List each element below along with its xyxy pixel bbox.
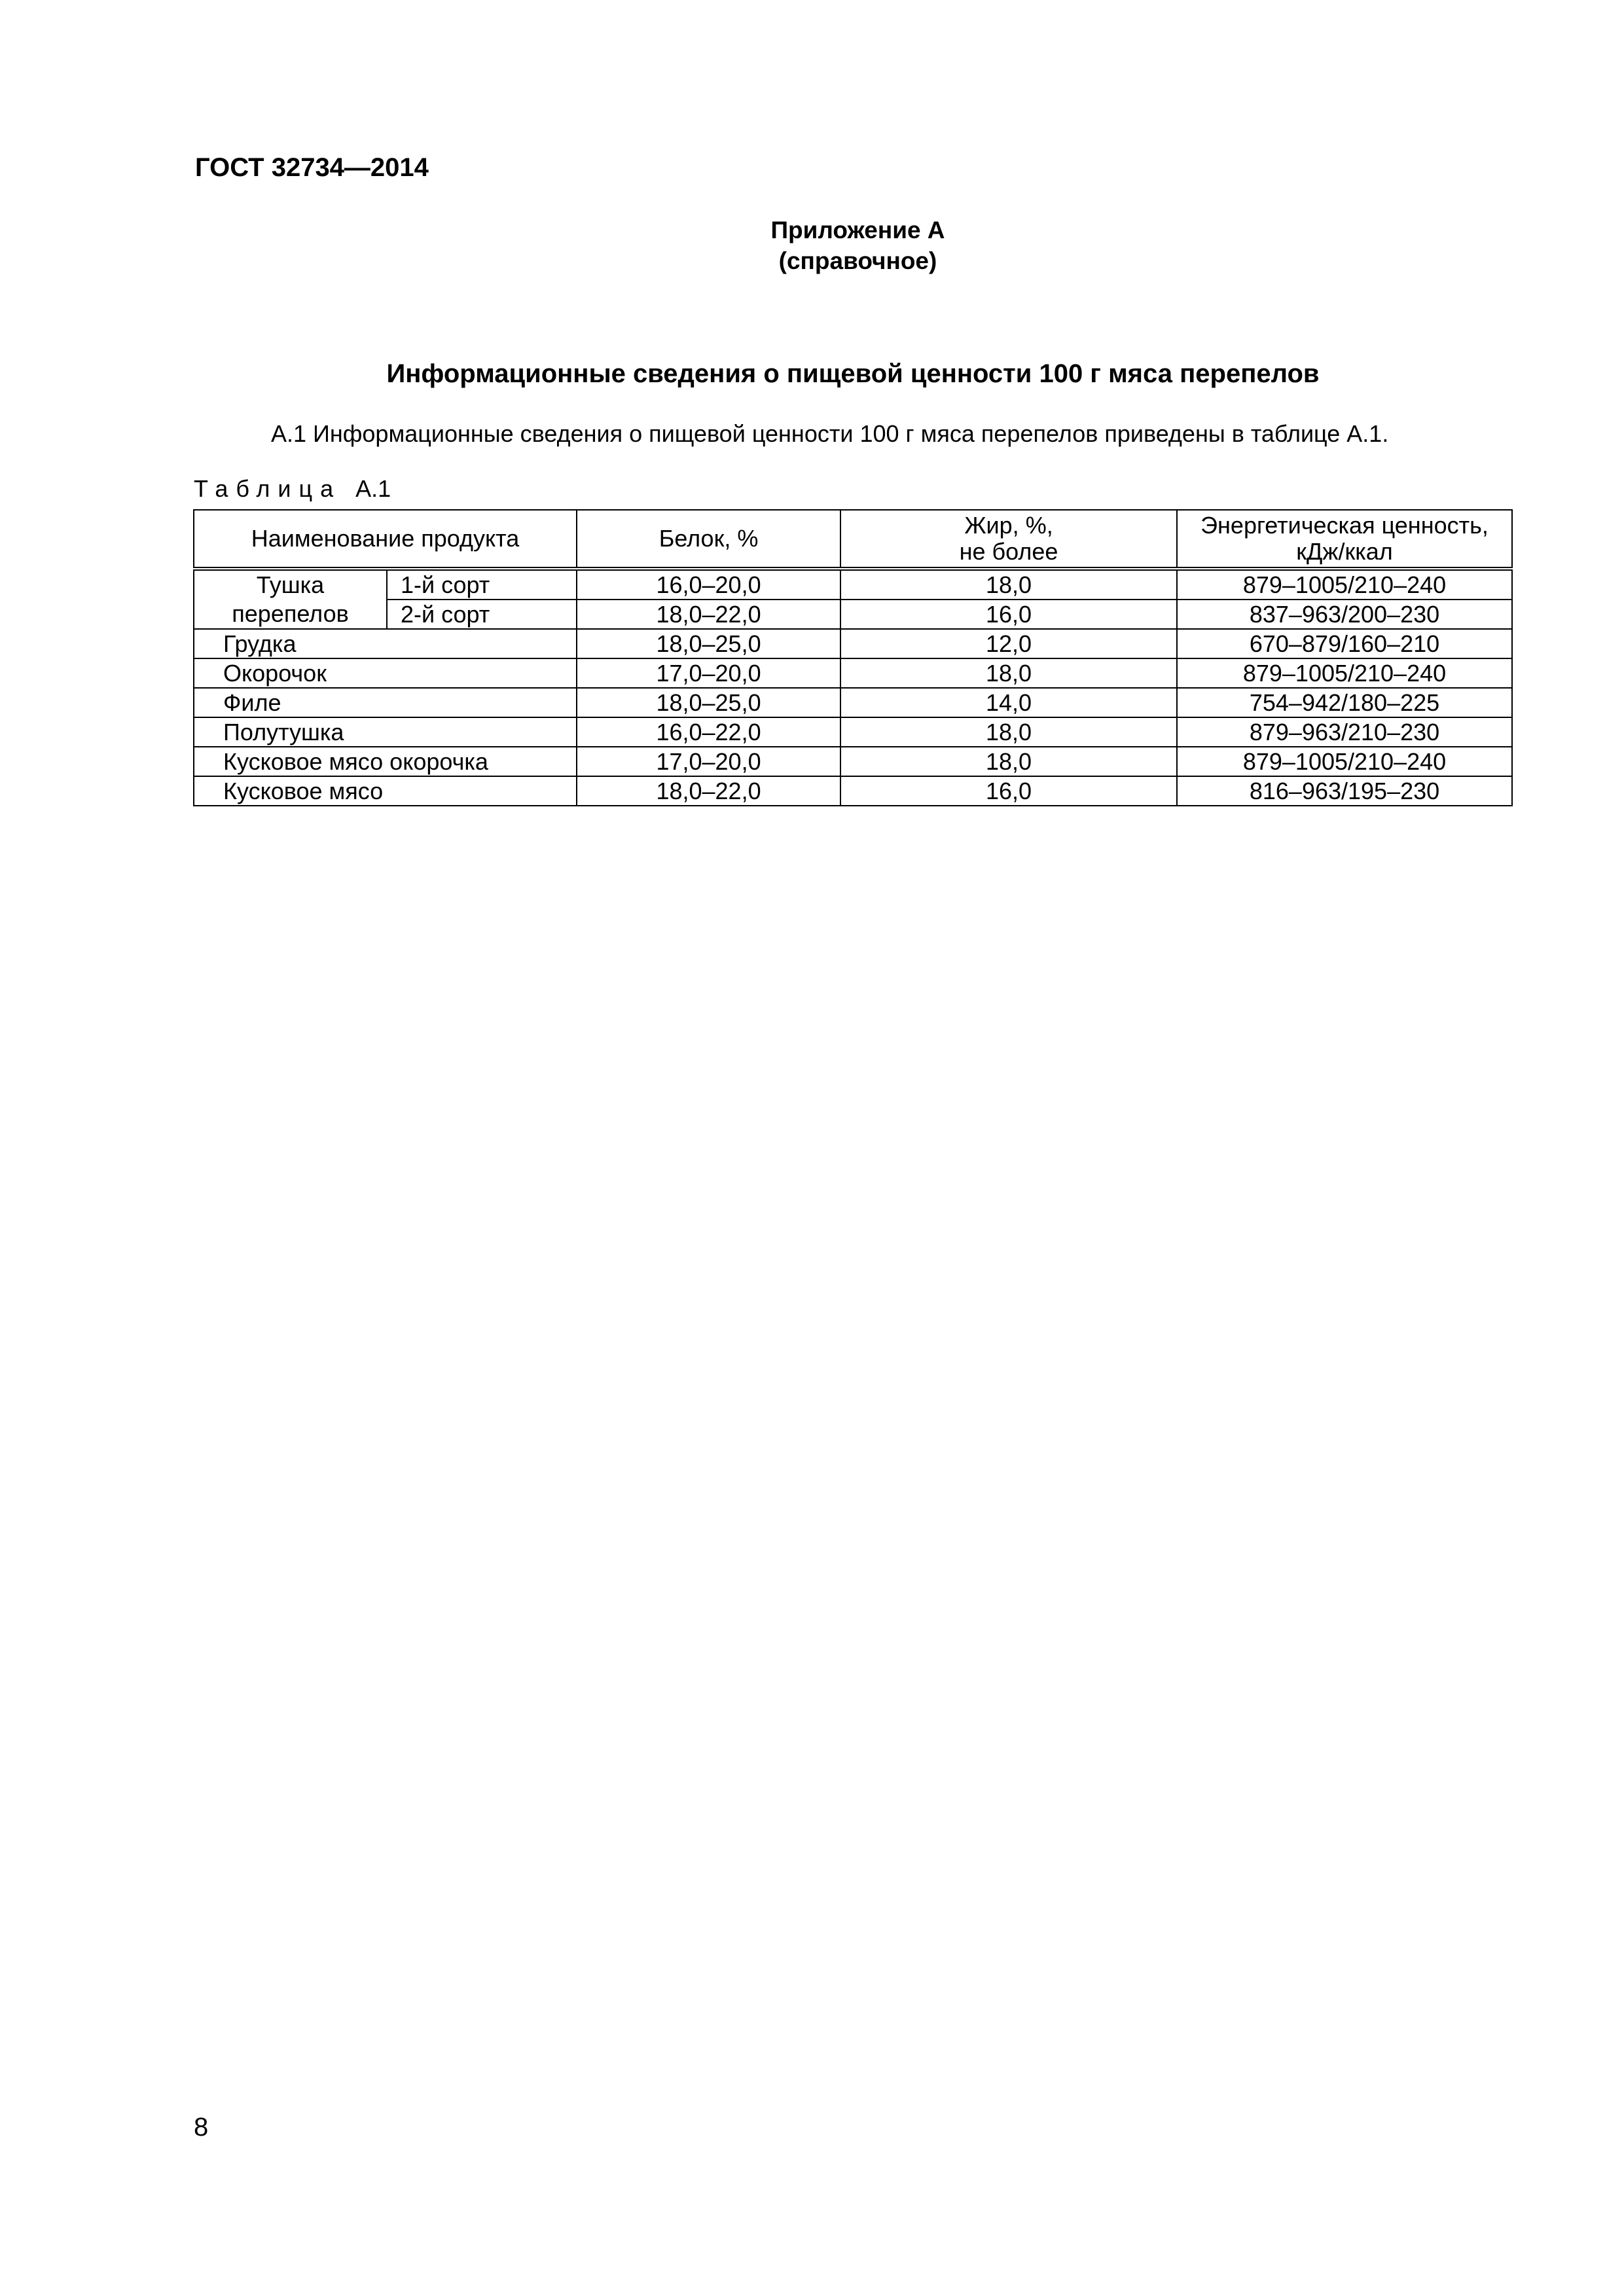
- header-energy: [1177, 510, 1512, 569]
- table-row: [194, 747, 1512, 776]
- energy-cell: 754–942/180–225: [1177, 688, 1512, 717]
- grade-cell: 2-й сорт: [387, 600, 577, 629]
- energy-cell: 816–963/195–230: [1177, 776, 1512, 806]
- product-name-cell: Грудка: [194, 629, 577, 658]
- protein-cell: 18,0–22,0: [577, 776, 840, 806]
- fat-cell: 16,0: [840, 776, 1177, 806]
- appendix-title: Приложение А: [770, 217, 945, 243]
- header-protein: Белок, %: [577, 510, 840, 569]
- protein-cell: 17,0–20,0: [577, 658, 840, 688]
- page-number: 8: [194, 2113, 209, 2142]
- protein-cell: 16,0–22,0: [577, 717, 840, 747]
- header-energy-line2: кДж/ккал: [1296, 538, 1393, 565]
- energy-cell: 837–963/200–230: [1177, 600, 1512, 629]
- table-caption-word: Таблица: [194, 475, 342, 502]
- grade-cell: 1-й сорт: [387, 569, 577, 600]
- table-row: [194, 776, 1512, 806]
- fat-cell: 12,0: [840, 629, 1177, 658]
- section-title: Информационные сведения о пищевой ценности 100 г мяса перепелов: [386, 359, 1320, 388]
- product-name-cell: Кусковое мясо окорочка: [194, 747, 577, 776]
- protein-cell: 18,0–25,0: [577, 629, 840, 658]
- table-row: [194, 569, 1512, 600]
- energy-cell: 670–879/160–210: [1177, 629, 1512, 658]
- product-name-cell: Полутушка: [194, 717, 577, 747]
- fat-cell: 18,0: [840, 658, 1177, 688]
- table-row: [194, 688, 1512, 717]
- protein-cell: 18,0–25,0: [577, 688, 840, 717]
- product-name-cell: Кусковое мясо: [194, 776, 577, 806]
- table-header-row: [194, 510, 1512, 569]
- header-fat-line2: не более: [959, 538, 1058, 565]
- appendix-type: (справочное): [778, 247, 937, 274]
- group-label-line2: перепелов: [232, 600, 349, 627]
- energy-cell: 879–1005/210–240: [1177, 569, 1512, 600]
- header-fat: [840, 510, 1177, 569]
- table-row: [194, 629, 1512, 658]
- product-name-cell: Филе: [194, 688, 577, 717]
- group-cell-carcass: [194, 569, 387, 629]
- document-header: ГОСТ 32734—2014: [195, 153, 429, 182]
- table-row: [194, 600, 1512, 629]
- fat-cell: 16,0: [840, 600, 1177, 629]
- fat-cell: 18,0: [840, 569, 1177, 600]
- intro-paragraph: А.1 Информационные сведения о пищевой ценности 100 г мяса перепелов приведены в таблице А.1.: [271, 420, 1389, 447]
- header-energy-line1: Энергетическая ценность,: [1200, 512, 1489, 539]
- fat-cell: 18,0: [840, 747, 1177, 776]
- nutrition-table: [193, 509, 1513, 806]
- table-row: [194, 717, 1512, 747]
- energy-cell: 879–963/210–230: [1177, 717, 1512, 747]
- header-product-name: Наименование продукта: [194, 510, 577, 569]
- table-row: [194, 658, 1512, 688]
- header-fat-line1: Жир, %,: [964, 512, 1053, 539]
- protein-cell: 17,0–20,0: [577, 747, 840, 776]
- table-caption: [194, 475, 391, 503]
- fat-cell: 18,0: [840, 717, 1177, 747]
- protein-cell: 16,0–20,0: [577, 569, 840, 600]
- product-name-cell: Окорочок: [194, 658, 577, 688]
- energy-cell: 879–1005/210–240: [1177, 658, 1512, 688]
- table-caption-number: А.1: [355, 475, 391, 502]
- appendix-heading: [0, 215, 1624, 276]
- protein-cell: 18,0–22,0: [577, 600, 840, 629]
- energy-cell: 879–1005/210–240: [1177, 747, 1512, 776]
- group-label-line1: Тушка: [256, 571, 325, 598]
- fat-cell: 14,0: [840, 688, 1177, 717]
